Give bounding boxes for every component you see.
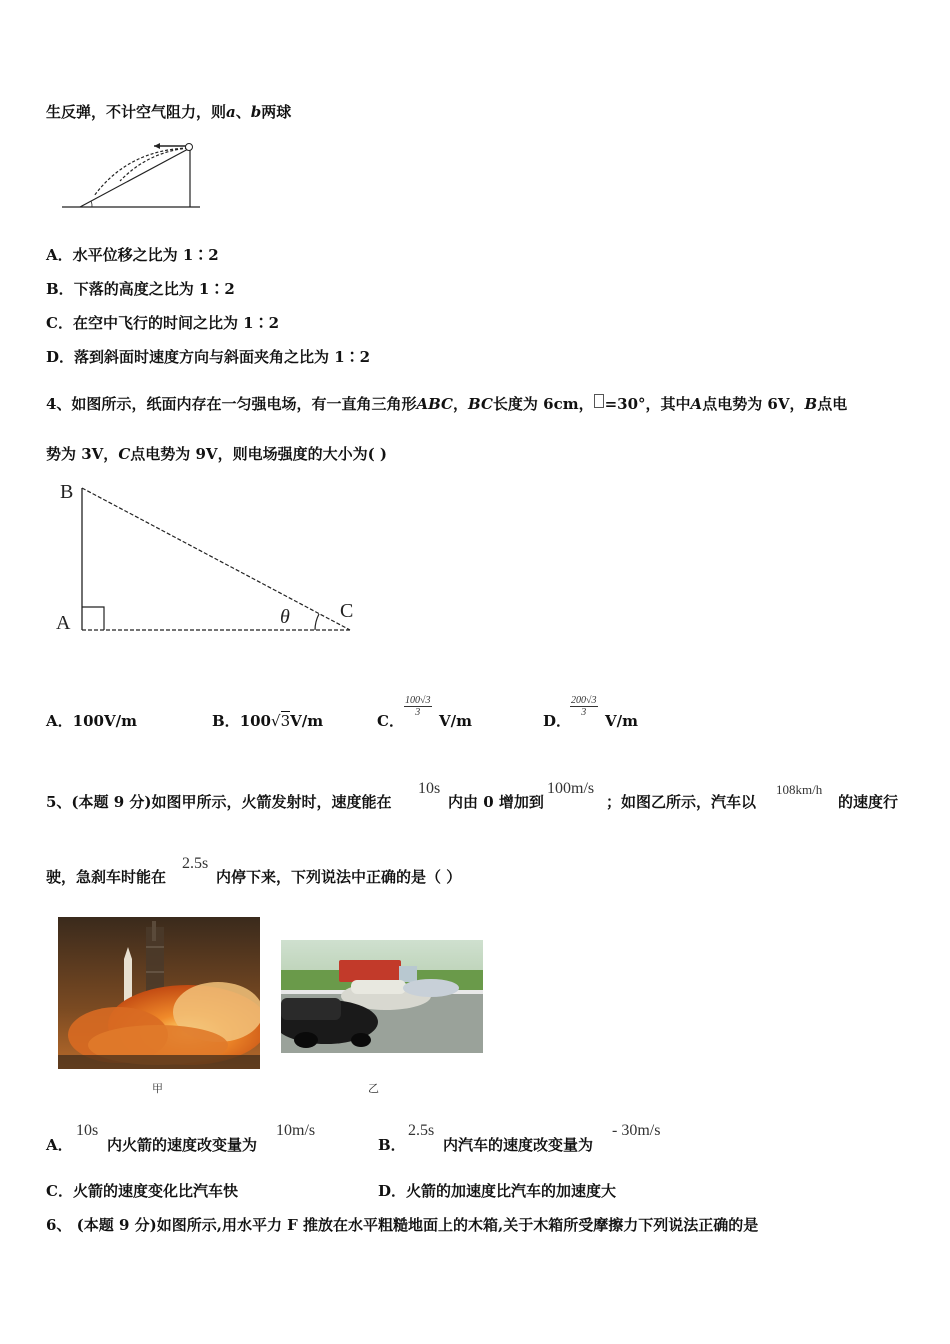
eq-108kmh: 108km/h bbox=[776, 782, 823, 797]
missing-glyph-icon bbox=[594, 394, 604, 408]
q5-stem-line-1d: 的速度行 bbox=[838, 793, 899, 811]
q5-stem-line-1a: 5、(本题 9 分)如图甲所示，火箭发射时，速度能在 bbox=[46, 793, 392, 811]
q5-option-a-text: 内火箭的速度改变量为 bbox=[107, 1136, 258, 1154]
q4-option-d[interactable]: D． bbox=[543, 712, 572, 730]
q5-stem-line-2a: 驶，急刹车时能在 bbox=[46, 868, 167, 886]
q6-stem-line: 6、 (本题 9 分)如图所示,用水平力 F 推放在水平粗糙地面上的木箱,关于木箱所受摩擦力下列说法正确的是 bbox=[46, 1216, 759, 1234]
incline-projectile-figure bbox=[58, 138, 208, 212]
q4-option-c-unit: V/m bbox=[439, 712, 472, 730]
q3-option-b[interactable]: B．下落的高度之比为 1∶2 bbox=[46, 280, 235, 298]
q5-option-b-eq2: - 30m/s bbox=[612, 1122, 661, 1139]
q5-option-b-eq1: 2.5s bbox=[408, 1122, 435, 1139]
q5-option-a-eq2: 10m/s bbox=[276, 1122, 316, 1139]
vertex-b-label: B bbox=[60, 481, 74, 503]
eq-100ms: 100m/s bbox=[547, 780, 595, 797]
q3-option-d[interactable]: D．落到斜面时速度方向与斜面夹角之比为 1∶2 bbox=[46, 348, 371, 366]
q4-option-d-fraction: $\frac{200√3}{3}$ bbox=[571, 695, 597, 718]
theta-label: θ bbox=[280, 606, 290, 628]
q5-option-a-eq1: 10s bbox=[76, 1122, 99, 1139]
q4-option-d-unit: V/m bbox=[605, 712, 638, 730]
q5-stem-line-2b: 内停下来，下列说法中正确的是（ ） bbox=[216, 868, 462, 886]
q3-option-c[interactable]: C．在空中飞行的时间之比为 1∶2 bbox=[46, 314, 280, 332]
q4-option-c-fraction: $\frac{100√3}{3}$ bbox=[405, 695, 431, 718]
right-triangle-figure bbox=[50, 476, 370, 641]
eq-2-5s: 2.5s bbox=[182, 855, 209, 872]
sqrt-sign: √ bbox=[271, 712, 281, 730]
q5-option-b[interactable]: B． bbox=[378, 1136, 406, 1154]
vertex-c-label: C bbox=[340, 600, 354, 622]
q4-option-a[interactable]: A．100V/m bbox=[46, 712, 137, 730]
vertex-a-label: A bbox=[56, 612, 71, 634]
cars-braking-photo bbox=[281, 940, 483, 1053]
q5-option-a[interactable]: A． bbox=[46, 1136, 73, 1154]
rocket-launch-photo bbox=[58, 917, 260, 1069]
q5-option-b-text: 内汽车的速度改变量为 bbox=[443, 1136, 594, 1154]
caption-right: 乙 bbox=[368, 1082, 379, 1095]
q4-stem-line-2: 势为 3V，C点电势为 9V，则电场强度的大小为( ) bbox=[46, 445, 387, 463]
eq-10s: 10s bbox=[418, 780, 441, 797]
q5-stem-line-1c: ；如图乙所示，汽车以 bbox=[606, 793, 757, 811]
q5-stem-line-1b: 内由 0 增加到 bbox=[448, 793, 544, 811]
q4-option-b[interactable]: B．100√3V/m bbox=[212, 712, 324, 730]
q3-intro-line: 生反弹，不计空气阻力，则a、b两球 bbox=[46, 103, 292, 121]
q4-option-c[interactable]: C． bbox=[377, 712, 404, 730]
q4-stem-line-1: 4、如图所示，纸面内存在一匀强电场，有一直角三角形ABC，BC长度为 6cm， =30°，其中A点电势为 6V，B点电 bbox=[46, 395, 848, 413]
q5-option-c[interactable]: C．火箭的速度变化比汽车快 bbox=[46, 1182, 238, 1200]
q5-option-d[interactable]: D．火箭的加速度比汽车的加速度大 bbox=[378, 1182, 617, 1200]
q3-option-a[interactable]: A．水平位移之比为 1∶2 bbox=[46, 246, 219, 264]
caption-left: 甲 bbox=[152, 1082, 163, 1095]
